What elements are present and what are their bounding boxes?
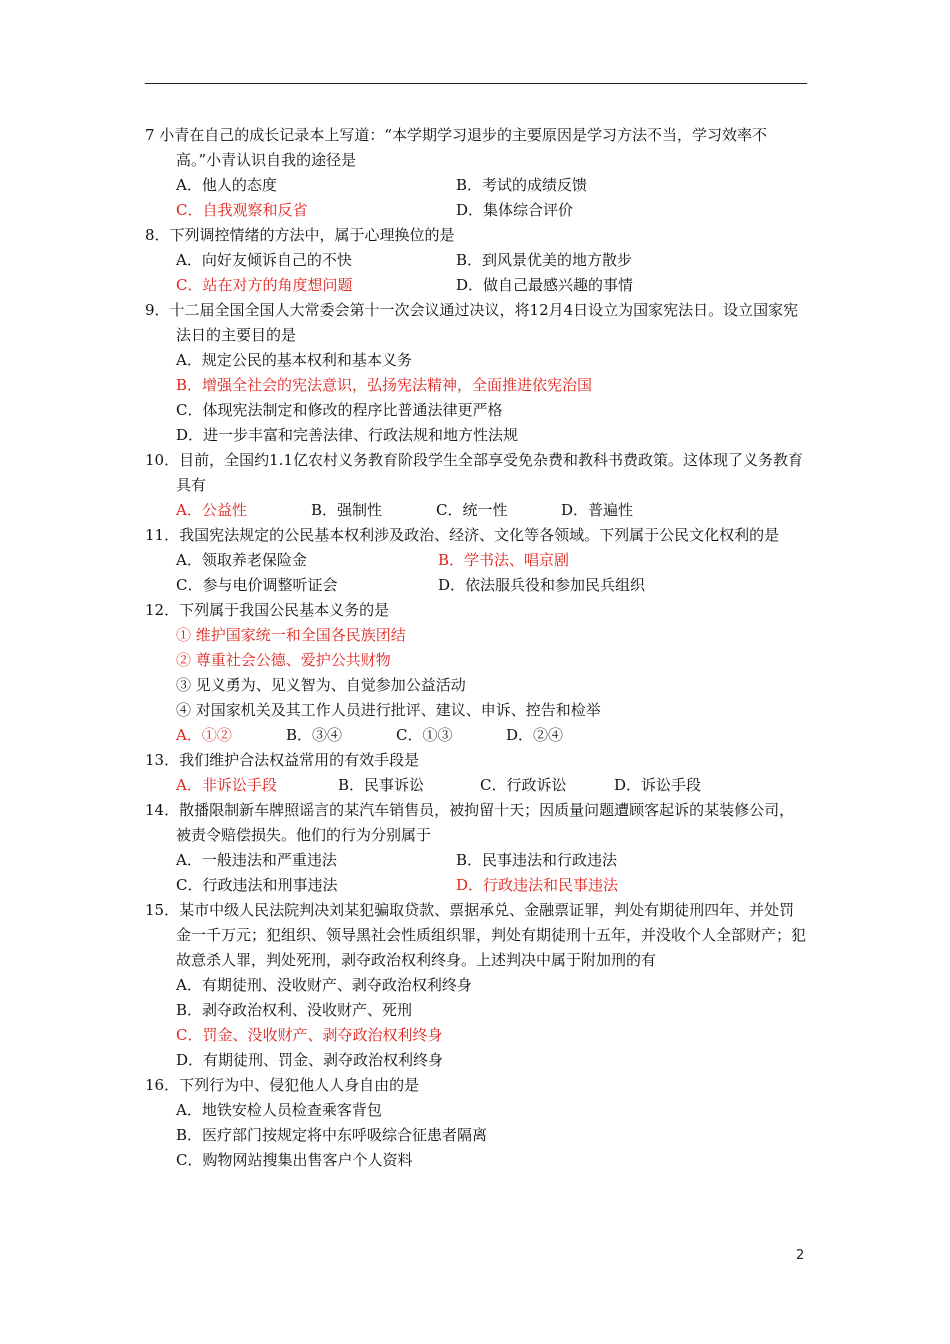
option-b: B．民事违法和行政违法 [456, 851, 618, 869]
question-stem: 14．散播限制新车牌照谣言的某汽车销售员，被拘留十天；因质量问题遭顾客起诉的某装修公司，被责令赔偿损失。他们的行为分别属于 [145, 801, 795, 844]
question-stem: 8．下列调控情绪的方法中，属于心理换位的是 [145, 226, 455, 244]
option-b: B．民事诉讼 [338, 776, 425, 794]
option-d: D．集体综合评价 [456, 201, 574, 219]
option-b: B．考试的成绩反馈 [456, 176, 588, 194]
question-15 [145, 898, 807, 1073]
page-number: 2 [796, 1248, 805, 1263]
question-stem: 9．十二届全国全国人大常委会第十一次会议通过决议，将12月4日设立为国家宪法日。设立国家宪法日的主要目的是 [145, 301, 799, 344]
option-c: C．①③ [396, 726, 453, 744]
question-list [145, 123, 807, 1173]
option-c-correct: C．自我观察和反省 [176, 201, 308, 219]
question-11 [145, 523, 807, 598]
option-c: C．统一性 [436, 501, 508, 519]
statement-2: ② 尊重社会公德、爱护公共财物 [176, 651, 391, 669]
option-c: C．行政违法和刑事违法 [176, 876, 338, 894]
question-stem: 16．下列行为中、侵犯他人人身自由的是 [145, 1076, 420, 1094]
option-b: B．剥夺政治权利、没收财产、死刑 [176, 1001, 413, 1019]
option-d: D．诉讼手段 [614, 776, 702, 794]
option-a: A．他人的态度 [176, 176, 277, 194]
question-stem: 11．我国宪法规定的公民基本权利涉及政治、经济、文化等各领域。下列属于公民文化权利的是 [145, 526, 780, 544]
option-d: D．做自己最感兴趣的事情 [456, 276, 634, 294]
question-13 [145, 748, 807, 798]
question-7 [145, 123, 807, 223]
question-16 [145, 1073, 807, 1173]
option-b: B．医疗部门按规定将中东呼吸综合征患者隔离 [176, 1126, 488, 1144]
option-a-correct: A．①② [176, 726, 232, 744]
statement-3: ③ 见义勇为、见义智为、自觉参加公益活动 [176, 676, 466, 694]
option-c-correct: C．站在对方的角度想问题 [176, 276, 353, 294]
option-b: B．强制性 [311, 501, 383, 519]
option-d: D．②④ [506, 726, 564, 744]
question-stem: 7 小青在自己的成长记录本上写道：“本学期学习退步的主要原因是学习方法不当，学习效率不高。”小青认识自我的途径是 [145, 126, 767, 169]
option-a: A．向好友倾诉自己的不快 [176, 251, 352, 269]
option-d: D．有期徒刑、罚金、剥夺政治权利终身 [176, 1051, 444, 1069]
option-d: D．进一步丰富和完善法律、行政法规和地方性法规 [176, 426, 519, 444]
option-a: A．地铁安检人员检查乘客背包 [176, 1101, 382, 1119]
question-14 [145, 798, 807, 898]
option-a-correct: A．非诉讼手段 [176, 776, 277, 794]
statement-4: ④ 对国家机关及其工作人员进行批评、建议、申诉、控告和检举 [176, 701, 601, 719]
option-c-correct: C．罚金、没收财产、剥夺政治权利终身 [176, 1026, 443, 1044]
option-c: C．购物网站搜集出售客户个人资料 [176, 1151, 413, 1169]
option-c: C．行政诉讼 [480, 776, 567, 794]
option-c: C．参与电价调整听证会 [176, 576, 338, 594]
statement-1: ① 维护国家统一和全国各民族团结 [176, 626, 406, 644]
option-d: D．依法服兵役和参加民兵组织 [438, 576, 646, 594]
option-b: B．到风景优美的地方散步 [456, 251, 633, 269]
option-a: A．一般违法和严重违法 [176, 851, 337, 869]
option-c: C．体现宪法制定和修改的程序比普通法律更严格 [176, 401, 503, 419]
option-a: A．规定公民的基本权利和基本义务 [176, 351, 412, 369]
option-a: A．有期徒刑、没收财产、剥夺政治权利终身 [176, 976, 472, 994]
question-8 [145, 223, 807, 298]
question-12 [145, 598, 807, 748]
header-rule [145, 83, 807, 84]
option-a: A．领取养老保险金 [176, 551, 307, 569]
option-d-correct: D．行政违法和民事违法 [456, 876, 619, 894]
option-d: D．普遍性 [561, 501, 634, 519]
question-stem: 15．某市中级人民法院判决刘某犯骗取贷款、票据承兑、金融票证罪，判处有期徒刑四年、并处罚金一千万元；犯组织、领导黑社会性质组织罪，判处有期徒刑十五年，并没收个人全部财产；犯故意杀人罪，判处死刑，剥夺政治权利终身。上述判决中属于附加刑的有 [145, 901, 807, 969]
question-stem: 10．目前，全国约1.1亿农村义务教育阶段学生全部享受免杂费和教科书费政策。这体现了义务教育具有 [145, 451, 803, 494]
question-stem: 13．我们维护合法权益常用的有效手段是 [145, 751, 420, 769]
question-stem: 12．下列属于我国公民基本义务的是 [145, 601, 390, 619]
question-9 [145, 298, 807, 448]
option-b-correct: B．学书法、唱京剧 [438, 551, 570, 569]
option-b: B．③④ [286, 726, 343, 744]
option-b-correct: B．增强全社会的宪法意识，弘扬宪法精神，全面推进依宪治国 [176, 376, 593, 394]
question-10 [145, 448, 807, 523]
option-a-correct: A．公益性 [176, 501, 247, 519]
